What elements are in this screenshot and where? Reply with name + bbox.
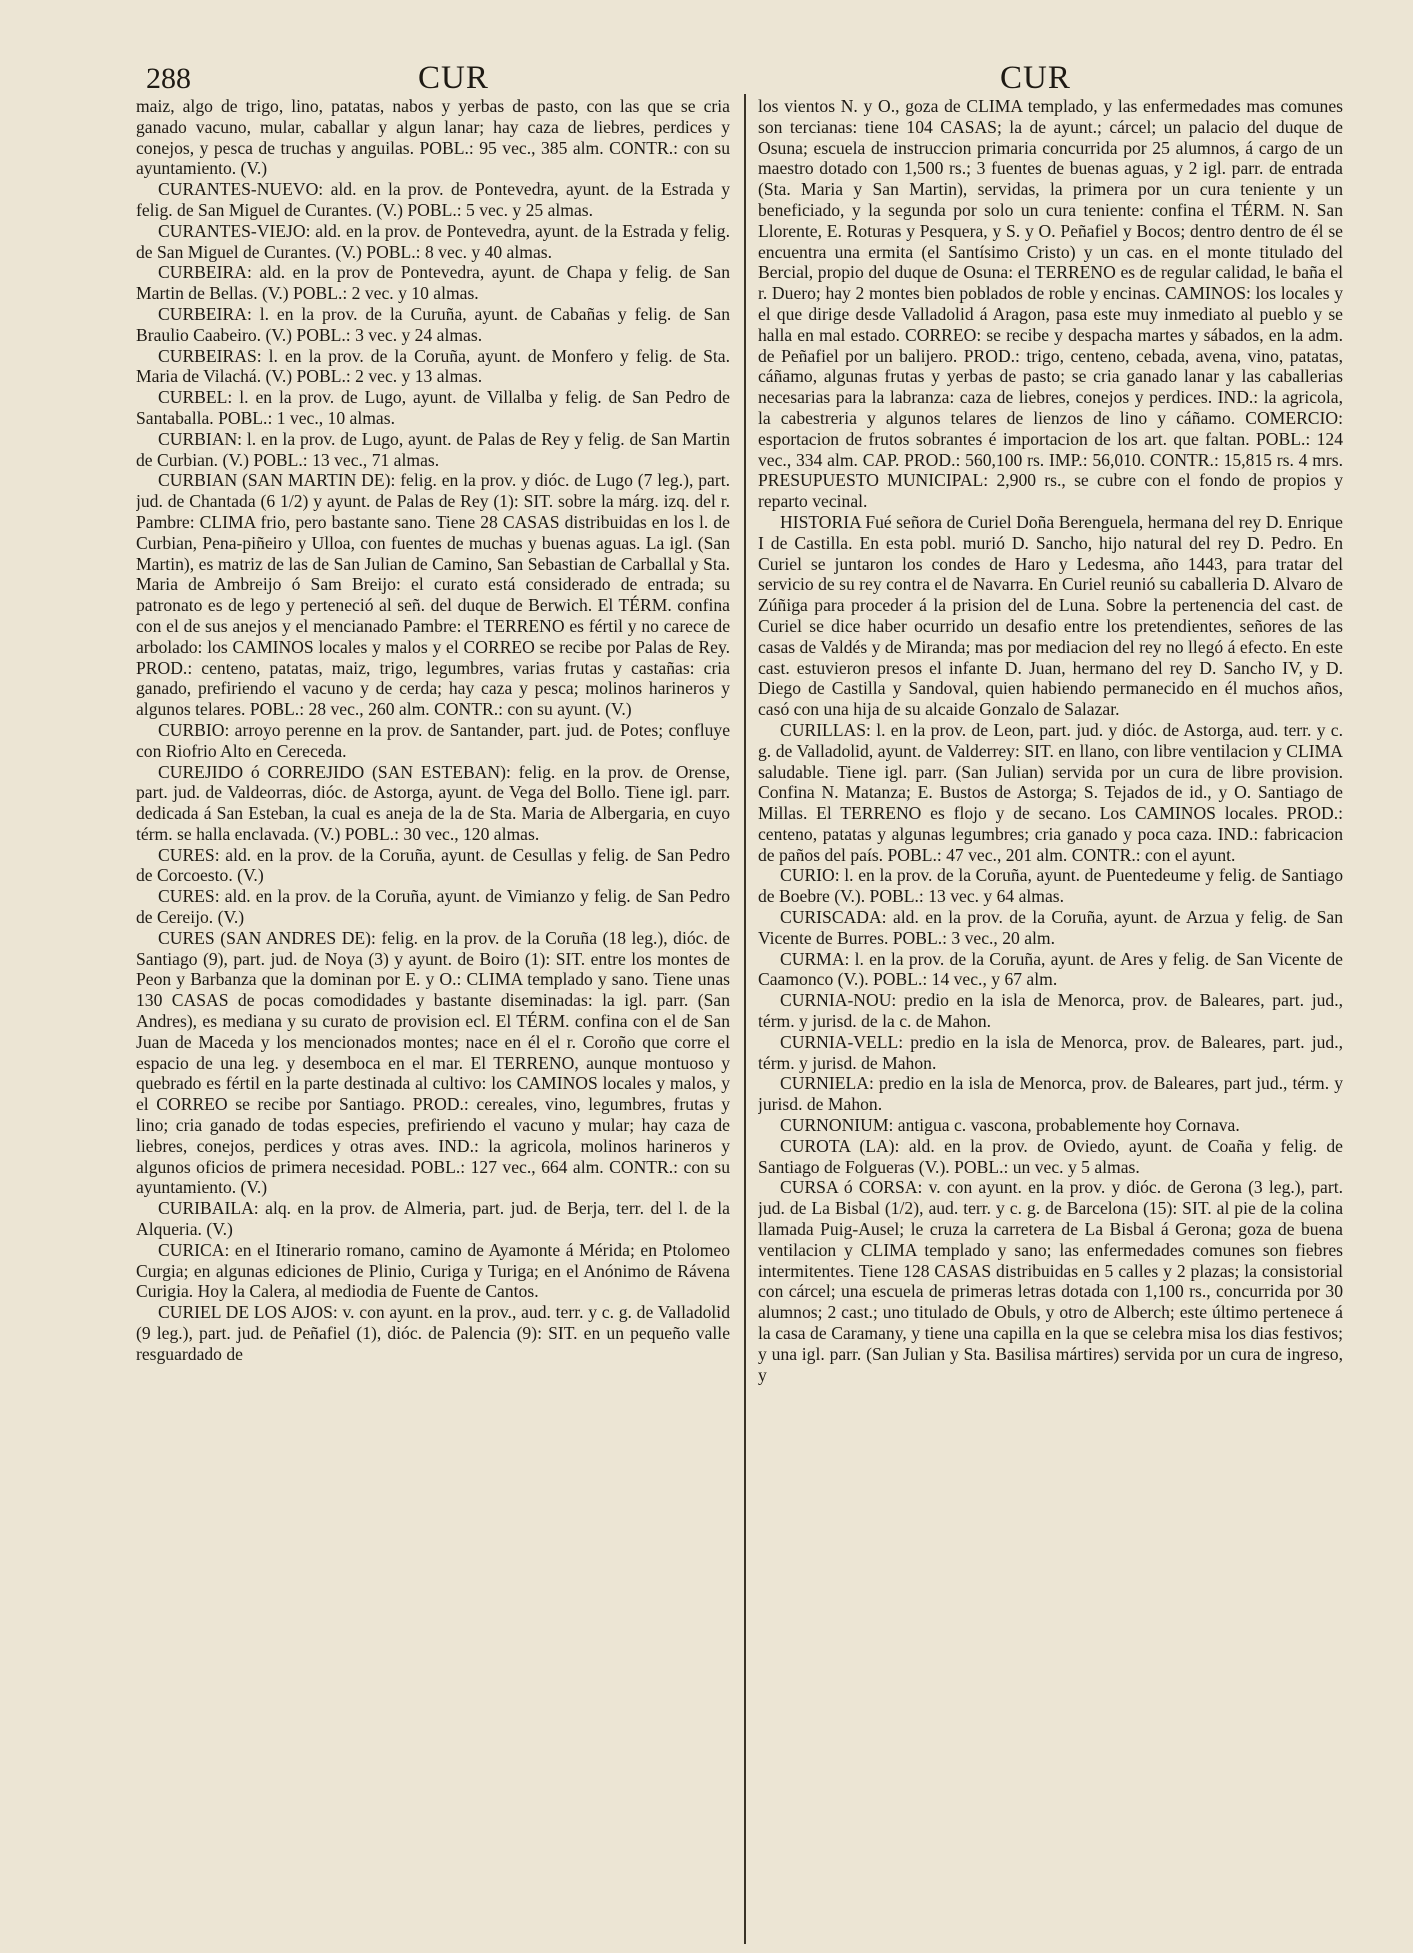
entry: CURICA: en el Itinerario romano, camino de Ayamonte á Mérida; en Ptolomeo Curgia; en algunas ediciones de Plinio, Curiga y Turiga; en el Anónimo de Rávena Curigia. Hoy la Calera, al mediodia de Fuente de Cantos. — [136, 1239, 730, 1302]
entry: CURES (SAN ANDRES DE): felig. en la prov. de la Coruña (18 leg.), dióc. de Santiago (9), part. jud. de Noya (3) y ayunt. de Boiro (1): SIT. entre los montes de Peon y Barbanza que la dominan por E. y O.: CLIMA templado y sano. Tiene unas 130 CASAS de pocas comodidades y bastante diseminadas: la igl. parr. (San Andres), es mediana y su curato de provision ecl. El TÉRM. confina con el de San Juan de Maceda y los mencionados montes; nace en él el r. Coroño que corre el espacio de una leg. y desemboca en el mar. El TERRENO, aunque montuoso y quebrado es fértil en la parte destinada al cultivo: los CAMINOS locales y malos, y el CORREO se recibe por Santiago. PROD.: cereales, vino, legumbres, frutas y lino; cria ganado de todas especies, prefiriendo el vacuno y mular; hay caza de liebres, conejos, perdices y otras aves. IND.: la agricola, molinos harineros y algunos oficios de primera necesidad. POBL.: 127 vec., 664 alm. CONTR.: con su ayuntamiento. (V.) — [136, 927, 730, 1198]
entry: CURBEIRA: ald. en la prov de Pontevedra, ayunt. de Chapa y felig. de San Martin de Bellas. (V.) POBL.: 2 vec. y 10 almas. — [136, 262, 730, 304]
entry: CURNONIUM: antigua c. vascona, probablemente hoy Cornava. — [780, 1115, 1240, 1136]
entry: CURNIA-VELL: predio en la isla de Menorca, prov. de Baleares, part. jud., térm. y jurisd. de Mahon. — [758, 1031, 1343, 1073]
page-number: 288 — [146, 62, 191, 95]
left-running-head: CUR — [418, 60, 489, 96]
entry: CURBIAN: l. en la prov. de Lugo, ayunt. de Palas de Rey y felig. de San Martin de Curbian. (V.) POBL.: 13 vec., 71 almas. — [136, 428, 730, 470]
entry: CURIEL DE LOS AJOS: v. con ayunt. en la prov., aud. terr. y c. g. de Valladolid (9 leg.), part. jud. de Peñafiel (1), dióc. de Palencia (9): SIT. en un pequeño valle resguardado de — [136, 1302, 730, 1364]
entry: CURBEIRAS: l. en la prov. de la Coruña, ayunt. de Monfero y felig. de Sta. Maria de Vilachá. (V.) POBL.: 2 vec. y 13 almas. — [136, 345, 730, 387]
left-column — [136, 96, 730, 1941]
entry: maiz, algo de trigo, lino, patatas, nabos y yerbas de pasto, con las que se cria ganado vacuno, mular, caballar y algun lanar; hay caza de liebres, perdices y conejos, y pesca de truchas y anguilas. POBL.: 95 vec., 385 alm. CONTR.: con su ayuntamiento. (V.) — [136, 96, 730, 179]
entry: CURIBAILA: alq. en la prov. de Almeria, part. jud. de Berja, terr. del l. de la Alqueria. (V.) — [136, 1198, 730, 1240]
entry: CURBEIRA: l. en la prov. de la Curuña, ayunt. de Cabañas y felig. de San Braulio Caabeiro. (V.) POBL.: 3 vec. y 24 almas. — [136, 303, 730, 345]
entry: CURNIELA: predio en la isla de Menorca, prov. de Baleares, part jud., térm. y jurisd. de Mahon. — [758, 1073, 1343, 1115]
entry: CURANTES-NUEVO: ald. en la prov. de Pontevedra, ayunt. de la Estrada y felig. de San Miguel de Curantes. (V.) POBL.: 5 vec. y 25 almas. — [136, 179, 730, 220]
entry: CUREJIDO ó CORREJIDO (SAN ESTEBAN): felig. en la prov. de Orense, part. jud. de Valdeorras, dióc. de Astorga, ayunt. de Vega del Bollo. Tiene igl. parr. dedicada á San Esteban, la cual es aneja de la de Sta. Maria de Albergaria, en cuyo térm. se halla enclavada. (V.) POBL.: 30 vec., 120 almas. — [136, 761, 730, 844]
entry: CURMA: l. en la prov. de la Coruña, ayunt. de Ares y felig. de San Vicente de Caamonco (V.). POBL.: 14 vec., y 67 alm. — [758, 948, 1343, 990]
entry: CURNIA-NOU: predio en la isla de Menorca, prov. de Baleares, part. jud., térm. y jurisd. de la c. de Mahon. — [758, 990, 1343, 1032]
page-header — [0, 56, 1413, 96]
entry: CURBIAN (SAN MARTIN DE): felig. en la prov. y dióc. de Lugo (7 leg.), part. jud. de Chantada (6 1/2) y ayunt. de Palas de Rey (1): SIT. sobre la márg. izq. del r. Pambre: CLIMA frio, pero bastante sano. Tiene 28 CASAS distribuidas en los l. de Curbian, Pena-piñeiro y Ulloa, con fuentes de muchas y buenas aguas. La igl. (San Martin), es matriz de las de San Julian de Camino, San Sebastian de Carballal y Sta. Maria de Ambreijo ó Sam Breijo: el curato está considerado de entrada; su patronato es de lego y perteneció al señ. del duque de Berwich. El TÉRM. confina con el de sus anejos y el mencianado Pambre: el TERRENO es fértil y no carece de arbolado: los CAMINOS locales y malos y el CORREO se recibe por Palas de Rey. PROD.: centeno, patatas, maiz, trigo, legumbres, varias frutas y castañas: cria ganado, prefiriendo el vacuno y de cerda; hay caza y pesca; molinos harineros y algunos telares. POBL.: 28 vec., 260 alm. CONTR.: con su ayunt. (V.) — [136, 470, 730, 720]
entry: CURIO: l. en la prov. de la Coruña, ayunt. de Puentedeume y felig. de Santiago de Boebre (V.). POBL.: 13 vec. y 64 almas. — [758, 865, 1343, 907]
entry: CURBIO: arroyo perenne en la prov. de Santander, part. jud. de Potes; confluye con Riofrio Alto en Cereceda. — [136, 719, 730, 761]
entry: CURES: ald. en la prov. de la Coruña, ayunt. de Cesullas y felig. de San Pedro de Corcoesto. (V.) — [136, 844, 730, 886]
entry: los vientos N. y O., goza de CLIMA templado, y las enfermedades mas comunes son tercianas: tiene 104 CASAS; la de ayunt.; cárcel; un palacio del duque de Osuna; escuela de instruccion primaria concurrida por 25 alumnos, á cargo de un maestro dotado con 1,500 rs.; 3 fuentes de buenas aguas, y 2 igl. parr. de entrada (Sta. Maria y San Martin), servidas, la primera por un cura teniente y un beneficiado, y la segunda por solo un cura teniente: confina el TÉRM. N. San Llorente, E. Roturas y Pesquera, y S. y O. Peñafiel y Bocos; dentro dentro de él se encuentra una ermita (el Santísimo Cristo) y un cas. en el monte titulado del Bercial, propio del duque de Osuna: el TERRENO es de regular calidad, le baña el r. Duero; hay 2 montes bien poblados de roble y encinas. CAMINOS: los locales y el que dirige desde Valladolid á Aragon, pasa este muy inmediato al pueblo y se halla en mal estado. CORREO: se recibe y despacha martes y sábados, en la adm. de Peñafiel por un balijero. PROD.: trigo, centeno, cebada, avena, vino, patatas, cáñamo, algunas frutas y yerbas de pasto; se cria ganado lanar y las caballerias necesarias para la labranza: caza de liebres, conejos y perdices. IND.: la agricola, la cabestreria y algunos telares de lienzos de lino y cáñamo. COMERCIO: esportacion de frutos sobrantes é importacion de los art. que faltan. POBL.: 124 vec., 334 alm. CAP. PROD.: 560,100 rs. IMP.: 56,010. CONTR.: 15,815 rs. 4 mrs. PRESUPUESTO MUNICIPAL: 2,900 rs., se cubre con el fondo de propios y reparto vecinal. — [758, 96, 1343, 512]
column-divider — [744, 94, 746, 1944]
right-column — [758, 96, 1343, 1941]
entry: CURSA ó CORSA: v. con ayunt. en la prov. y dióc. de Gerona (3 leg.), part. jud. de La Bisbal (1/2), aud. terr. y c. g. de Barcelona (15): SIT. al pie de la colina llamada Puig-Ausel; le cruza la carretera de La Bisbal á Gerona; goza de buena ventilacion y CLIMA templado y sano; las enfermedades comunes son fiebres intermitentes. Tiene 128 CASAS distribuidas en 5 calles y 2 plazas; la consistorial con cárcel; una escuela de primeras letras dotada con 1,100 rs., concurrida por 30 alumnos; 2 cast.; uno titulado de Obuls, y otro de Alberch; este último pertenece á la casa de Caramany, y tiene una capilla en la que se celebra misa los dias festivos; y una igl. parr. (San Julian y Sta. Basilisa mártires) servida por un cura de ingreso, y — [758, 1177, 1343, 1385]
entry: HISTORIA Fué señora de Curiel Doña Berenguela, hermana del rey D. Enrique I de Castilla. En esta pobl. murió D. Sancho, hijo natural del rey D. Pedro. En Curiel se juntaron los condes de Haro y Ledesma, año 1443, para tratar del servicio de su rey contra el de Navarra. En Curiel reunió su caballeria D. Alvaro de Zúñiga para proceder á la prision del de Luna. Sobre la pertenencia del cast. de Curiel se dice haber ocurrido un desafio entre los pretendientes, señores de las casas de Valdés y de Miranda; mas por mediacion del rey no llegó á efecto. En este cast. estuvieron presos el infante D. Juan, hermano del rey D. Sancho IV, y D. Diego de Castilla y Sandoval, quien habiendo permanecido en él muchos años, casó con una hija de su alcaide Gonzalo de Salazar. — [758, 511, 1343, 720]
entry: CURBEL: l. en la prov. de Lugo, ayunt. de Villalba y felig. de San Pedro de Santaballa. POBL.: 1 vec., 10 almas. — [136, 387, 730, 428]
entry: CURES: ald. en la prov. de la Coruña, ayunt. de Vimianzo y felig. de San Pedro de Cereijo. (V.) — [136, 886, 730, 928]
entry: CUROTA (LA): ald. en la prov. de Oviedo, ayunt. de Coaña y felig. de Santiago de Folgueras (V.). POBL.: un vec. y 5 almas. — [758, 1135, 1343, 1177]
entry: CURILLAS: l. en la prov. de Leon, part. jud. y dióc. de Astorga, aud. terr. y c. g. de Valladolid, ayunt. de Valderrey: SIT. en llano, con libre ventilacion y CLIMA saludable. Tiene igl. parr. (San Julian) servida por un cura de libre provision. Confina N. Matanza; E. Bustos de Astorga; S. Tejados de id., y O. Santiago de Millas. El TERRENO es flojo y de secano. Los CAMINOS locales. PROD.: centeno, patatas y algunas legumbres; cria ganado y poca caza. IND.: fabricacion de paños del país. POBL.: 47 vec., 201 alm. CONTR.: con el ayunt. — [758, 719, 1343, 865]
entry: CURANTES-VIEJO: ald. en la prov. de Pontevedra, ayunt. de la Estrada y felig. de San Miguel de Curantes. (V.) POBL.: 8 vec. y 40 almas. — [136, 220, 730, 262]
entry: CURISCADA: ald. en la prov. de la Coruña, ayunt. de Arzua y felig. de San Vicente de Burres. POBL.: 3 vec., 20 alm. — [758, 907, 1343, 948]
right-running-head: CUR — [1000, 60, 1071, 96]
